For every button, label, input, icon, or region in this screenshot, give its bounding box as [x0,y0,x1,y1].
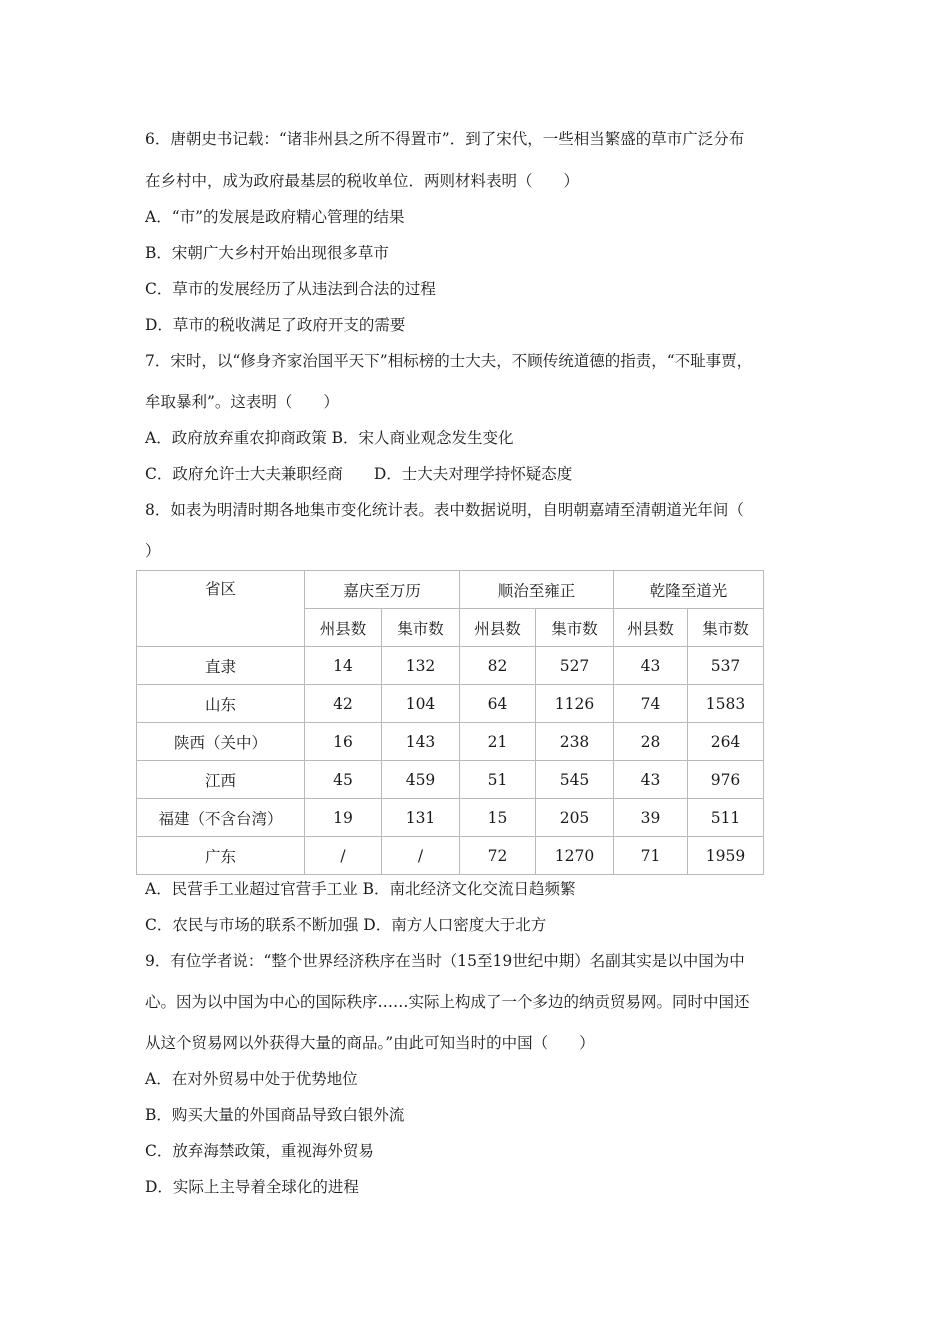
question-8-stem-line2: ） [145,542,161,560]
value-cell: 14 [305,647,382,685]
table-row [137,647,764,685]
value-cell: 42 [305,685,382,723]
table-row [137,685,764,723]
question-9-option-c: C．放弃海禁政策，重视海外贸易 [145,1142,374,1160]
subheader-markets: 集市数 [382,609,460,647]
value-cell: 74 [614,685,688,723]
subheader-counties: 州县数 [614,609,688,647]
header-period-2: 顺治至雍正 [460,571,614,609]
province-cell: 直隶 [137,647,305,685]
province-cell: 福建（不含台湾） [137,799,305,837]
value-cell: 39 [614,799,688,837]
value-cell: 1270 [536,837,614,875]
question-7-stem-line1: 7．宋时，以“修身齐家治国平天下”相标榜的士大夫，不顾传统道德的指责，“不耻事贾， [145,352,753,370]
question-7-options-cd: C．政府允许士大夫兼职经商 D．士大夫对理学持怀疑态度 [145,465,573,483]
province-cell: 陕西（关中） [137,723,305,761]
value-cell: 72 [460,837,536,875]
value-cell: 104 [382,685,460,723]
subheader-counties: 州县数 [460,609,536,647]
question-6-stem-line2: 在乡村中，成为政府最基层的税收单位．两则材料表明（ ） [145,172,580,190]
value-cell: 511 [688,799,764,837]
value-cell: 1583 [688,685,764,723]
subheader-markets: 集市数 [536,609,614,647]
value-cell: 15 [460,799,536,837]
question-9-stem-line3: 从这个贸易网以外获得大量的商品。”由此可知当时的中国（ ） [145,1034,595,1052]
header-province: 省区 [137,571,305,647]
subheader-counties: 州县数 [305,609,382,647]
value-cell: 1959 [688,837,764,875]
province-cell: 广东 [137,837,305,875]
question-9-option-a: A．在对外贸易中处于优势地位 [145,1070,358,1088]
value-cell: 82 [460,647,536,685]
question-6-option-c: C．草市的发展经历了从违法到合法的过程 [145,280,436,298]
value-cell: / [382,837,460,875]
value-cell: 71 [614,837,688,875]
question-9-stem-line1: 9．有位学者说：“整个世界经济秩序在当时（15至19世纪中期）名副其实是以中国为中 [145,952,745,970]
header-period-1: 嘉庆至万历 [305,571,460,609]
question-8-options-cd: C．农民与市场的联系不断加强 D．南方人口密度大于北方 [145,916,547,934]
question-8-stem-line1: 8．如表为明清时期各地集市变化统计表。表中数据说明，自明朝嘉靖至清朝道光年间（ [145,501,744,519]
value-cell: 264 [688,723,764,761]
value-cell: 1126 [536,685,614,723]
value-cell: 537 [688,647,764,685]
question-8-options-ab: A．民营手工业超过官营手工业 B．南北经济文化交流日趋频繁 [145,880,576,898]
value-cell: 205 [536,799,614,837]
table-row [137,837,764,875]
question-7-options-ab: A．政府放弃重农抑商政策 B．宋人商业观念发生变化 [145,429,514,447]
question-6-option-b: B．宋朝广大乡村开始出现很多草市 [145,244,389,262]
value-cell: 545 [536,761,614,799]
header-period-3: 乾隆至道光 [614,571,764,609]
value-cell: / [305,837,382,875]
value-cell: 64 [460,685,536,723]
province-cell: 江西 [137,761,305,799]
value-cell: 143 [382,723,460,761]
province-cell: 山东 [137,685,305,723]
value-cell: 131 [382,799,460,837]
question-6-option-a: A．“市”的发展是政府精心管理的结果 [145,208,405,226]
value-cell: 51 [460,761,536,799]
value-cell: 527 [536,647,614,685]
table-row [137,799,764,837]
value-cell: 238 [536,723,614,761]
value-cell: 16 [305,723,382,761]
subheader-markets: 集市数 [688,609,764,647]
value-cell: 43 [614,761,688,799]
question-9-stem-line2: 心。因为以中国为中心的国际秩序……实际上构成了一个多边的纳贡贸易网。同时中国还 [145,993,750,1011]
value-cell: 21 [460,723,536,761]
question-7-stem-line2: 牟取暴利”。这表明（ ） [145,393,339,411]
value-cell: 132 [382,647,460,685]
question-9-option-d: D．实际上主导着全球化的进程 [145,1178,359,1196]
value-cell: 459 [382,761,460,799]
question-6-stem-line1: 6．唐朝史书记载：“诸非州县之所不得置市”．到了宋代，一些相当繁盛的草市广泛分布 [145,130,745,148]
table-row [137,761,764,799]
value-cell: 43 [614,647,688,685]
table-row [137,723,764,761]
value-cell: 45 [305,761,382,799]
market-statistics-table [136,570,764,875]
value-cell: 28 [614,723,688,761]
value-cell: 976 [688,761,764,799]
value-cell: 19 [305,799,382,837]
question-9-option-b: B．购买大量的外国商品导致白银外流 [145,1106,405,1124]
question-6-option-d: D．草市的税收满足了政府开支的需要 [145,316,406,334]
